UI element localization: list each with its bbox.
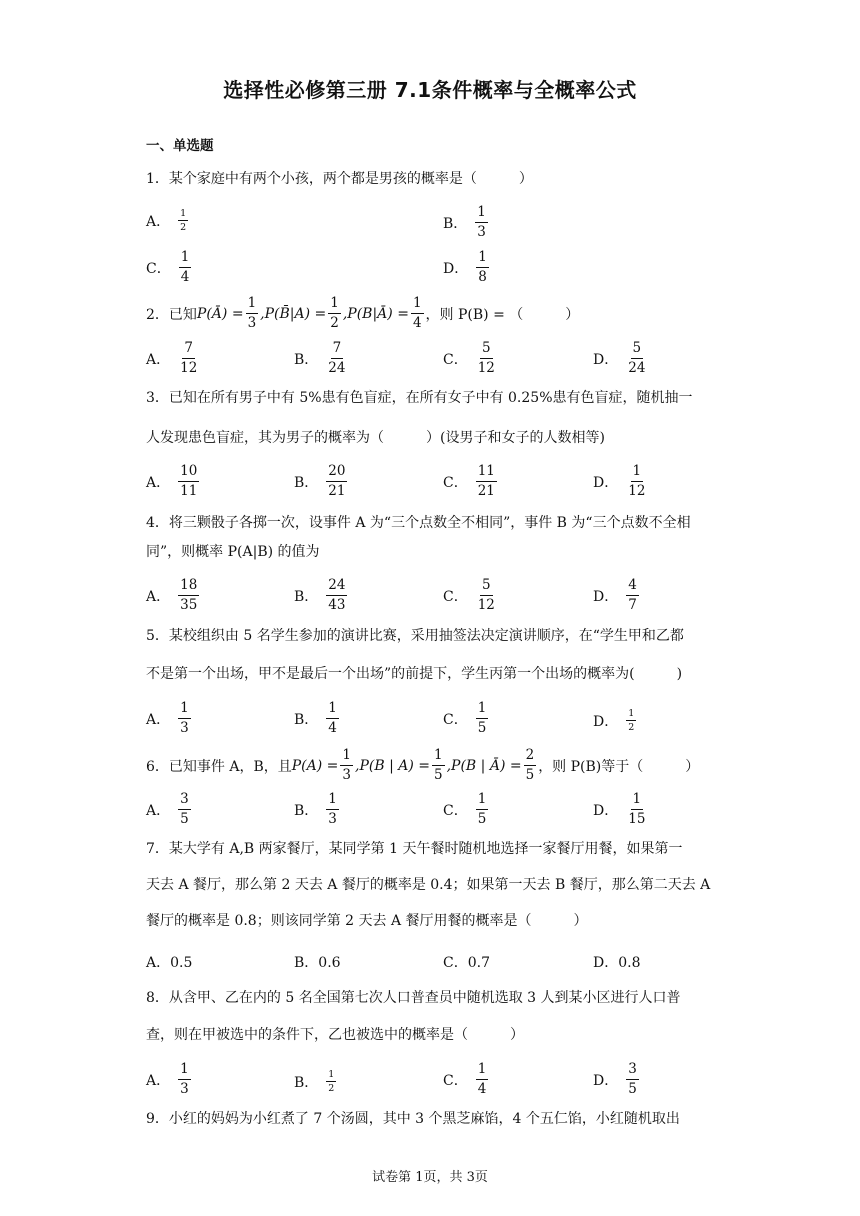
question-6-text: 6．已知事件 A，B，且 P(A) = $\frac{1}{3}$ ,P(B | A) = $\frac{1}{5}$ ,P(B | Ā) = $\frac{2}{5}$ ，则 P(B)等于（ ） xyxy=(146,747,700,783)
question-1-text: 1．某个家庭中有两个小孩，两个都是男孩的概率是（ ） xyxy=(146,171,533,187)
q1-option-b[interactable]: B． $\frac{1}{3}$ xyxy=(443,204,486,240)
question-3-line-1: 3．已知在所有男子中有 5%患有色盲症，在所有女子中有 0.25%患有色盲症，随机抽一 xyxy=(146,390,693,406)
q5-option-d[interactable]: D． $\frac{1}{2}$ xyxy=(593,708,635,733)
q8-option-d[interactable]: D． $\frac{3}{5}$ xyxy=(593,1061,637,1097)
question-2-text: 2．已知 P(Ā) = $\frac{1}{3}$ ,P(B̄|A) = $\frac{1}{2}$ ,P(B|Ā) = $\frac{1}{4}$ ，则 P(B) = （ ） xyxy=(146,295,580,331)
question-5-line-1: 5．某校组织由 5 名学生参加的演讲比赛，采用抽签法决定演讲顺序，在“学生甲和乙都 xyxy=(146,628,684,644)
q2-option-c[interactable]: C． $\frac{5}{12}$ xyxy=(443,340,495,376)
question-3-line-2: 人发现患色盲症，其为男子的概率为（ ）(设男子和女子的人数相等) xyxy=(146,430,605,446)
q6-option-b[interactable]: B． $\frac{1}{3}$ xyxy=(294,791,337,827)
q5-option-b[interactable]: B． $\frac{1}{4}$ xyxy=(294,700,337,736)
q3-option-c[interactable]: C． $\frac{11}{21}$ xyxy=(443,463,495,499)
q3-option-d[interactable]: D． $\frac{1}{12}$ xyxy=(593,463,646,499)
fraction: $\frac{1}{2}$ xyxy=(330,295,339,331)
q1-option-c[interactable]: C． $\frac{1}{4}$ xyxy=(146,249,190,285)
q7-option-a[interactable]: A．0.5 xyxy=(146,955,193,971)
q4-option-d[interactable]: D． $\frac{4}{7}$ xyxy=(593,577,637,613)
q6-option-a[interactable]: A． $\frac{3}{5}$ xyxy=(146,791,189,827)
question-8-line-2: 查，则在甲被选中的条件下，乙也被选中的概率是（ ） xyxy=(146,1027,524,1043)
q7-option-b[interactable]: B．0.6 xyxy=(294,955,341,971)
q4-option-c[interactable]: C． $\frac{5}{12}$ xyxy=(443,577,495,613)
fraction: $\frac{1}{4}$ xyxy=(180,249,190,285)
fraction: $\frac{1}{8}$ xyxy=(478,249,487,285)
question-5-line-2: 不是第一个出场，甲不是最后一个出场”的前提下，学生丙第一个出场的概率为( ) xyxy=(146,666,683,682)
fraction: $\frac{1}{3}$ xyxy=(247,295,257,331)
q3-option-a[interactable]: A． $\frac{10}{11}$ xyxy=(146,463,198,499)
fraction: $\frac{1}{4}$ xyxy=(412,295,422,331)
section-heading: 一、单选题 xyxy=(146,138,214,154)
question-9-line-1: 9．小红的妈妈为小红煮了 7 个汤圆，其中 3 个黑芝麻馅，4 个五仁馅，小红随机取出 xyxy=(146,1111,680,1127)
q6-option-c[interactable]: C． $\frac{1}{5}$ xyxy=(443,791,487,827)
q1-option-d[interactable]: D． $\frac{1}{8}$ xyxy=(443,249,487,285)
q4-option-b[interactable]: B． $\frac{24}{43}$ xyxy=(294,577,346,613)
fraction: $\frac{1}{2}$ xyxy=(180,208,187,233)
q5-option-c[interactable]: C． $\frac{1}{5}$ xyxy=(443,700,487,736)
q2-option-b[interactable]: B． $\frac{7}{24}$ xyxy=(294,340,346,376)
q5-option-a[interactable]: A． $\frac{1}{3}$ xyxy=(146,700,189,736)
question-7-line-3: 餐厅的概率是 0.8；则该同学第 2 天去 A 餐厅用餐的概率是（ ） xyxy=(146,913,588,929)
fraction: $\frac{1}{3}$ xyxy=(477,204,486,240)
question-8-line-1: 8．从含甲、乙在内的 5 名全国第七次人口普查员中随机选取 3 人到某小区进行人口普 xyxy=(146,990,681,1006)
q7-option-d[interactable]: D．0.8 xyxy=(593,955,641,971)
q6-option-d[interactable]: D． $\frac{1}{15}$ xyxy=(593,791,646,827)
q8-option-b[interactable]: B． $\frac{1}{2}$ xyxy=(294,1069,335,1094)
q4-option-a[interactable]: A． $\frac{18}{35}$ xyxy=(146,577,198,613)
q8-option-a[interactable]: A． $\frac{1}{3}$ xyxy=(146,1061,189,1097)
question-4-line-2: 同”，则概率 P(A|B) 的值为 xyxy=(146,544,320,560)
q7-option-c[interactable]: C．0.7 xyxy=(443,955,490,971)
page-title: 选择性必修第三册 7.1条件概率与全概率公式 xyxy=(223,78,637,102)
q8-option-c[interactable]: C． $\frac{1}{4}$ xyxy=(443,1061,487,1097)
page-footer: 试卷第 1页，共 3页 xyxy=(372,1170,488,1185)
question-4-line-1: 4．将三颗骰子各掷一次，设事件 A 为“三个点数全不相同”，事件 B 为“三个点数不全相 xyxy=(146,515,691,531)
q2-option-a[interactable]: A． $\frac{7}{12}$ xyxy=(146,340,198,376)
question-7-line-2: 天去 A 餐厅，那么第 2 天去 A 餐厅的概率是 0.4；如果第一天去 B 餐厅，那么第二天去 A xyxy=(146,877,711,893)
question-7-line-1: 7．某大学有 A,B 两家餐厅，某同学第 1 天午餐时随机地选择一家餐厅用餐，如果第一 xyxy=(146,841,683,857)
q3-option-b[interactable]: B． $\frac{20}{21}$ xyxy=(294,463,346,499)
q2-option-d[interactable]: D． $\frac{5}{24}$ xyxy=(593,340,646,376)
q1-option-a[interactable]: A． $\frac{1}{2}$ xyxy=(146,208,187,233)
